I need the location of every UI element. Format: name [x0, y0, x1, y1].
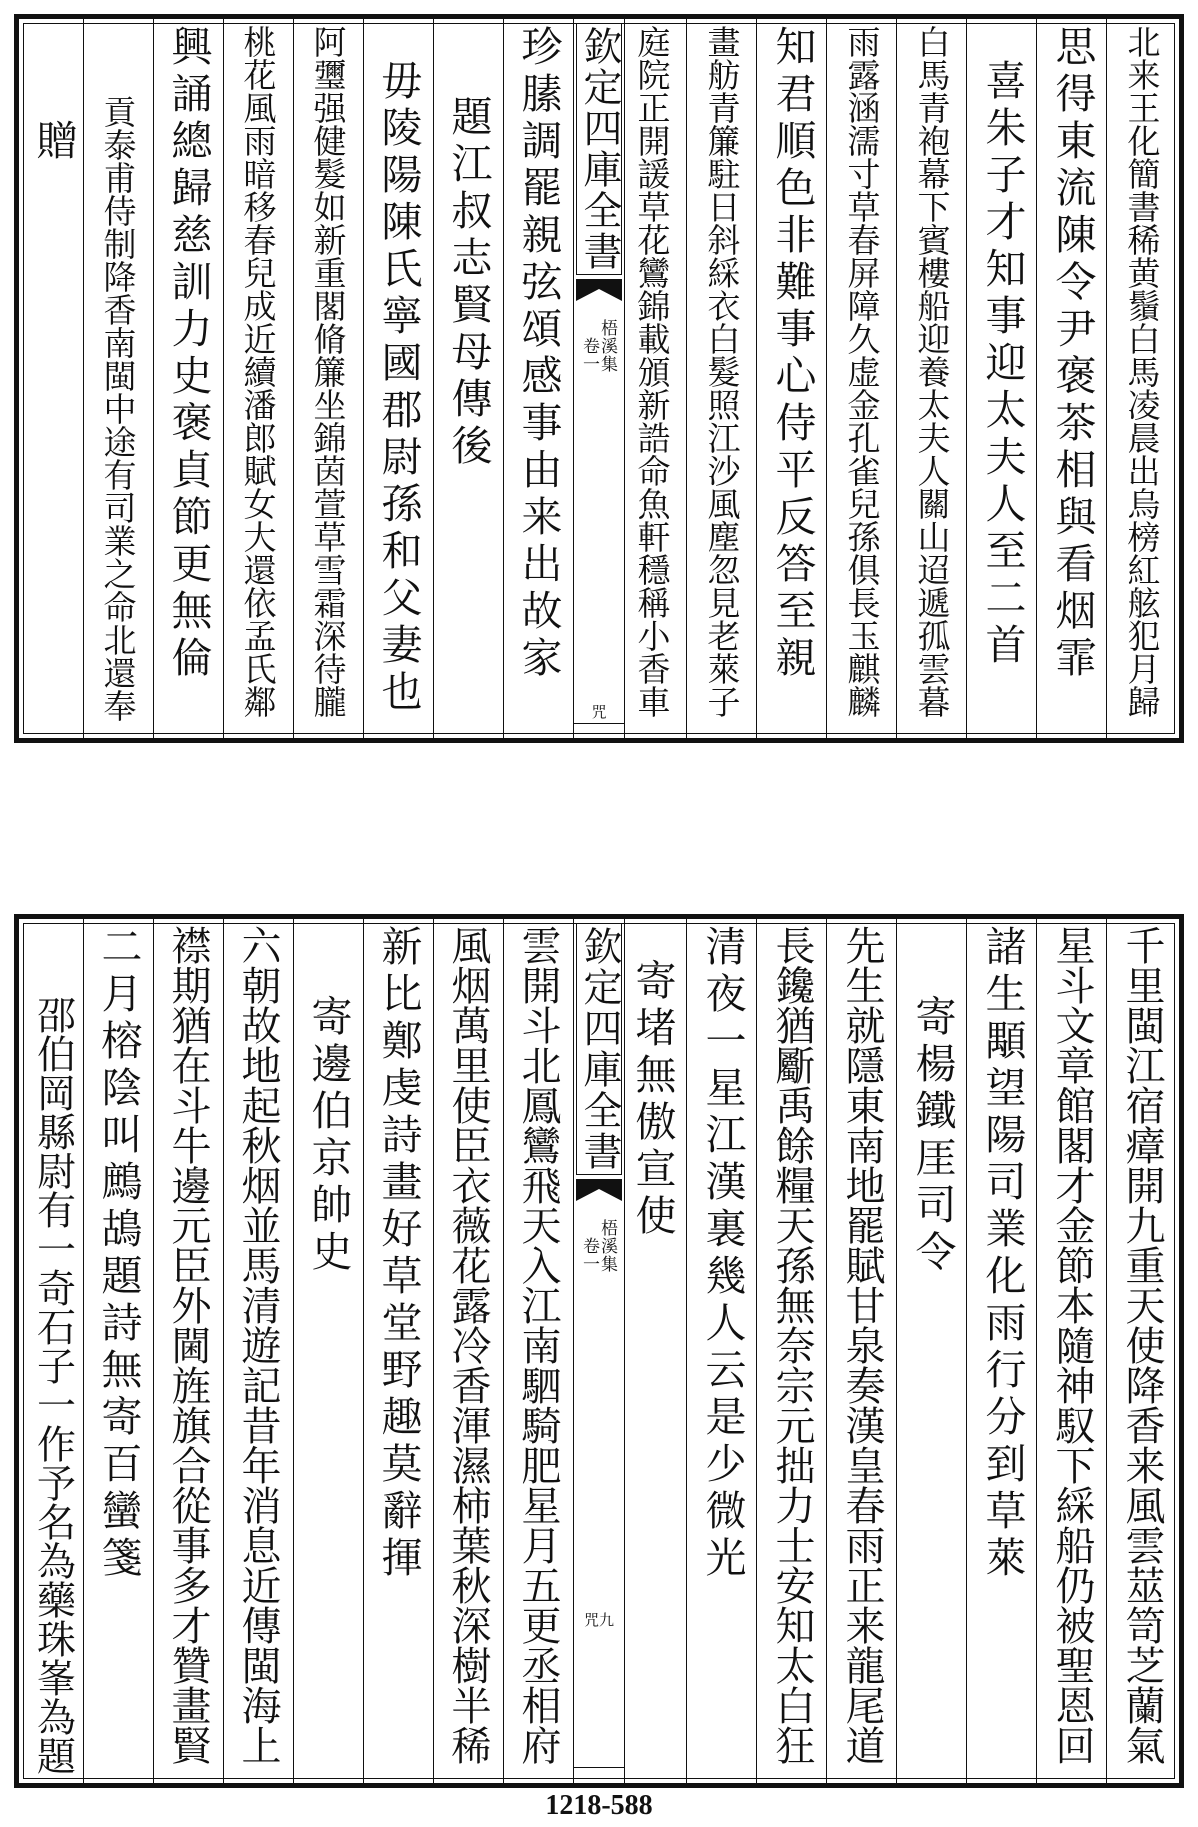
column-rule	[293, 19, 294, 738]
text-column	[25, 995, 81, 1783]
column-rule	[826, 19, 827, 738]
text-column	[87, 95, 149, 738]
text-column	[157, 925, 219, 1783]
column-rule	[1106, 919, 1107, 1783]
column-rule	[686, 919, 687, 1783]
text-column	[437, 925, 499, 1783]
text-column	[157, 25, 219, 738]
column-text: 珍膆調罷親弦頌感事由来出故家	[514, 25, 563, 683]
center-fold-column	[573, 19, 625, 738]
column-text: 寄堵無傲宣使	[628, 959, 677, 1241]
column-text: 阿瓕强健髮如新重閣脩簾坐錦茵萱草雪霜深待朧	[308, 25, 348, 718]
text-column	[87, 925, 149, 1783]
column-rule	[1106, 19, 1107, 738]
column-rule	[433, 19, 434, 738]
column-rule	[363, 919, 364, 1783]
bottom-page-frame	[14, 914, 1184, 1788]
column-text: 諸生顒望陽司業化雨行分到草萊	[978, 925, 1027, 1583]
column-rule	[826, 919, 827, 1783]
column-rule	[756, 19, 757, 738]
center-fold-column	[573, 919, 625, 1783]
column-text: 白馬青袍幕下賓樓船迎養太夫人關山迢遞孤雲暮	[912, 25, 952, 718]
column-rule	[223, 19, 224, 738]
text-column	[1111, 925, 1173, 1783]
center-fold-line	[574, 1767, 624, 1768]
column-text: 思得東流陳令尹褒茶相與看烟霏	[1048, 25, 1097, 683]
column-text: 喜朱子才知事迎太夫人至二首	[978, 59, 1027, 670]
text-column	[831, 925, 893, 1783]
text-column	[297, 25, 359, 738]
column-text: 長鑱猶斸禹餘糧天孫無奈宗元拙力士安知太白狂	[769, 925, 815, 1765]
text-column	[831, 25, 893, 738]
column-text: 清夜一星江漢裏幾人云是少微光	[698, 925, 747, 1583]
fishtail-mark-icon	[574, 1177, 624, 1203]
column-text: 雨露涵濡寸草春屏障久虚金孔雀兒孫俱長玉麒麟	[842, 25, 882, 718]
column-text: 畫舫青簾駐日斜綵衣白髮照江沙風塵忽見老萊子	[702, 25, 742, 718]
column-text: 雲開斗北鳳鸞飛天入江南駟騎肥星月五更丞相府	[515, 925, 561, 1765]
column-rule	[83, 919, 84, 1783]
column-rule	[293, 919, 294, 1783]
text-column	[507, 925, 569, 1783]
column-text: 寄邊伯京帥史	[304, 995, 353, 1277]
page-number: 1218-588	[545, 1790, 653, 1821]
volume-label: 卷一	[579, 337, 599, 373]
folio-number: 咒	[591, 703, 607, 721]
column-text: 邵伯岡縣尉有一奇石子一作予名為藥珠峯為題	[30, 995, 76, 1775]
column-rule	[1036, 919, 1037, 1783]
text-column	[1111, 25, 1173, 738]
column-rule	[503, 19, 504, 738]
text-column	[761, 925, 823, 1783]
column-text: 寄楊鐵厓司令	[908, 995, 957, 1277]
text-column	[901, 25, 963, 738]
column-text: 興誦總歸慈訓力史褒貞節更無倫	[164, 25, 213, 683]
column-text: 題江叔志賢母傳後	[444, 95, 493, 471]
column-text: 襟期猶在斗牛邊元臣外閫旌旗合從事多才贊畫賢	[165, 925, 211, 1765]
text-column	[691, 925, 753, 1783]
column-rule	[503, 919, 504, 1783]
text-column	[971, 925, 1033, 1783]
column-rule	[363, 19, 364, 738]
folio-number: 咒九	[583, 1611, 614, 1629]
column-rule	[896, 19, 897, 738]
column-rule	[153, 19, 154, 738]
column-text: 二月榕陰叫鷓鴣題詩無寄百蠻箋	[94, 925, 143, 1583]
text-column	[1041, 25, 1103, 738]
column-rule	[83, 19, 84, 738]
column-rule	[966, 19, 967, 738]
text-column	[971, 59, 1033, 738]
book-title: 梧溪集	[597, 319, 617, 373]
column-text: 先生就隱東南地罷賦甘泉奏漢皇春雨正来龍尾道	[839, 925, 885, 1765]
column-rule	[896, 919, 897, 1783]
column-text: 庭院正開諼草花鸞錦載頒新誥命魚軒穩稱小香車	[632, 25, 672, 718]
text-column	[437, 95, 499, 738]
text-column	[227, 25, 289, 738]
column-rule	[1036, 19, 1037, 738]
library-title: 欽定四庫全書	[576, 923, 622, 1175]
text-column	[367, 59, 429, 738]
text-column	[367, 925, 429, 1783]
text-column	[507, 25, 569, 738]
column-text: 毋陵陽陳氏寧國郡尉孫和父妻也	[374, 59, 423, 717]
text-column	[901, 995, 963, 1783]
text-column	[761, 25, 823, 738]
column-text: 六朝故地起秋烟並馬清遊記昔年消息近傳閩海上	[235, 925, 281, 1765]
column-rule	[433, 919, 434, 1783]
column-text: 知君順色非難事心侍平反答至親	[768, 25, 817, 683]
column-rule	[223, 919, 224, 1783]
column-rule	[153, 919, 154, 1783]
column-text: 北来王化簡書稀黄鬚白馬凌晨出烏榜紅舷犯月歸	[1122, 25, 1162, 718]
column-text: 風烟萬里使臣衣薇花露冷香渾濕柿葉秋深樹半稀	[445, 925, 491, 1765]
text-column	[621, 25, 683, 738]
center-fold-line	[574, 723, 624, 724]
text-column	[25, 119, 81, 738]
column-text: 新比鄭虔詩畫好草堂野趣莫辭揮	[374, 925, 423, 1583]
column-text: 桃花風雨暗移春兒成近續潘郎賦女大還依孟氏鄰	[238, 25, 278, 718]
volume-label: 卷一	[579, 1237, 599, 1273]
column-rule	[756, 919, 757, 1783]
column-rule	[966, 919, 967, 1783]
text-column	[621, 959, 683, 1783]
library-title: 欽定四庫全書	[576, 23, 622, 275]
text-column	[297, 995, 359, 1783]
book-title: 梧溪集	[597, 1219, 617, 1273]
text-column	[691, 25, 753, 738]
column-rule	[686, 19, 687, 738]
top-page-frame	[14, 14, 1184, 743]
column-text: 貢泰甫侍制降香南閩中途有司業之命北還奉	[98, 95, 138, 722]
text-column	[1041, 925, 1103, 1783]
column-text: 千里閩江宿瘴開九重天使降香来風雲莁笥芝蘭氣	[1119, 925, 1165, 1765]
column-text: 星斗文章館閣才金節本隨神馭下綵船仍被聖恩回	[1049, 925, 1095, 1765]
column-text: 贈	[29, 119, 78, 166]
text-column	[227, 925, 289, 1783]
fishtail-mark-icon	[574, 277, 624, 303]
